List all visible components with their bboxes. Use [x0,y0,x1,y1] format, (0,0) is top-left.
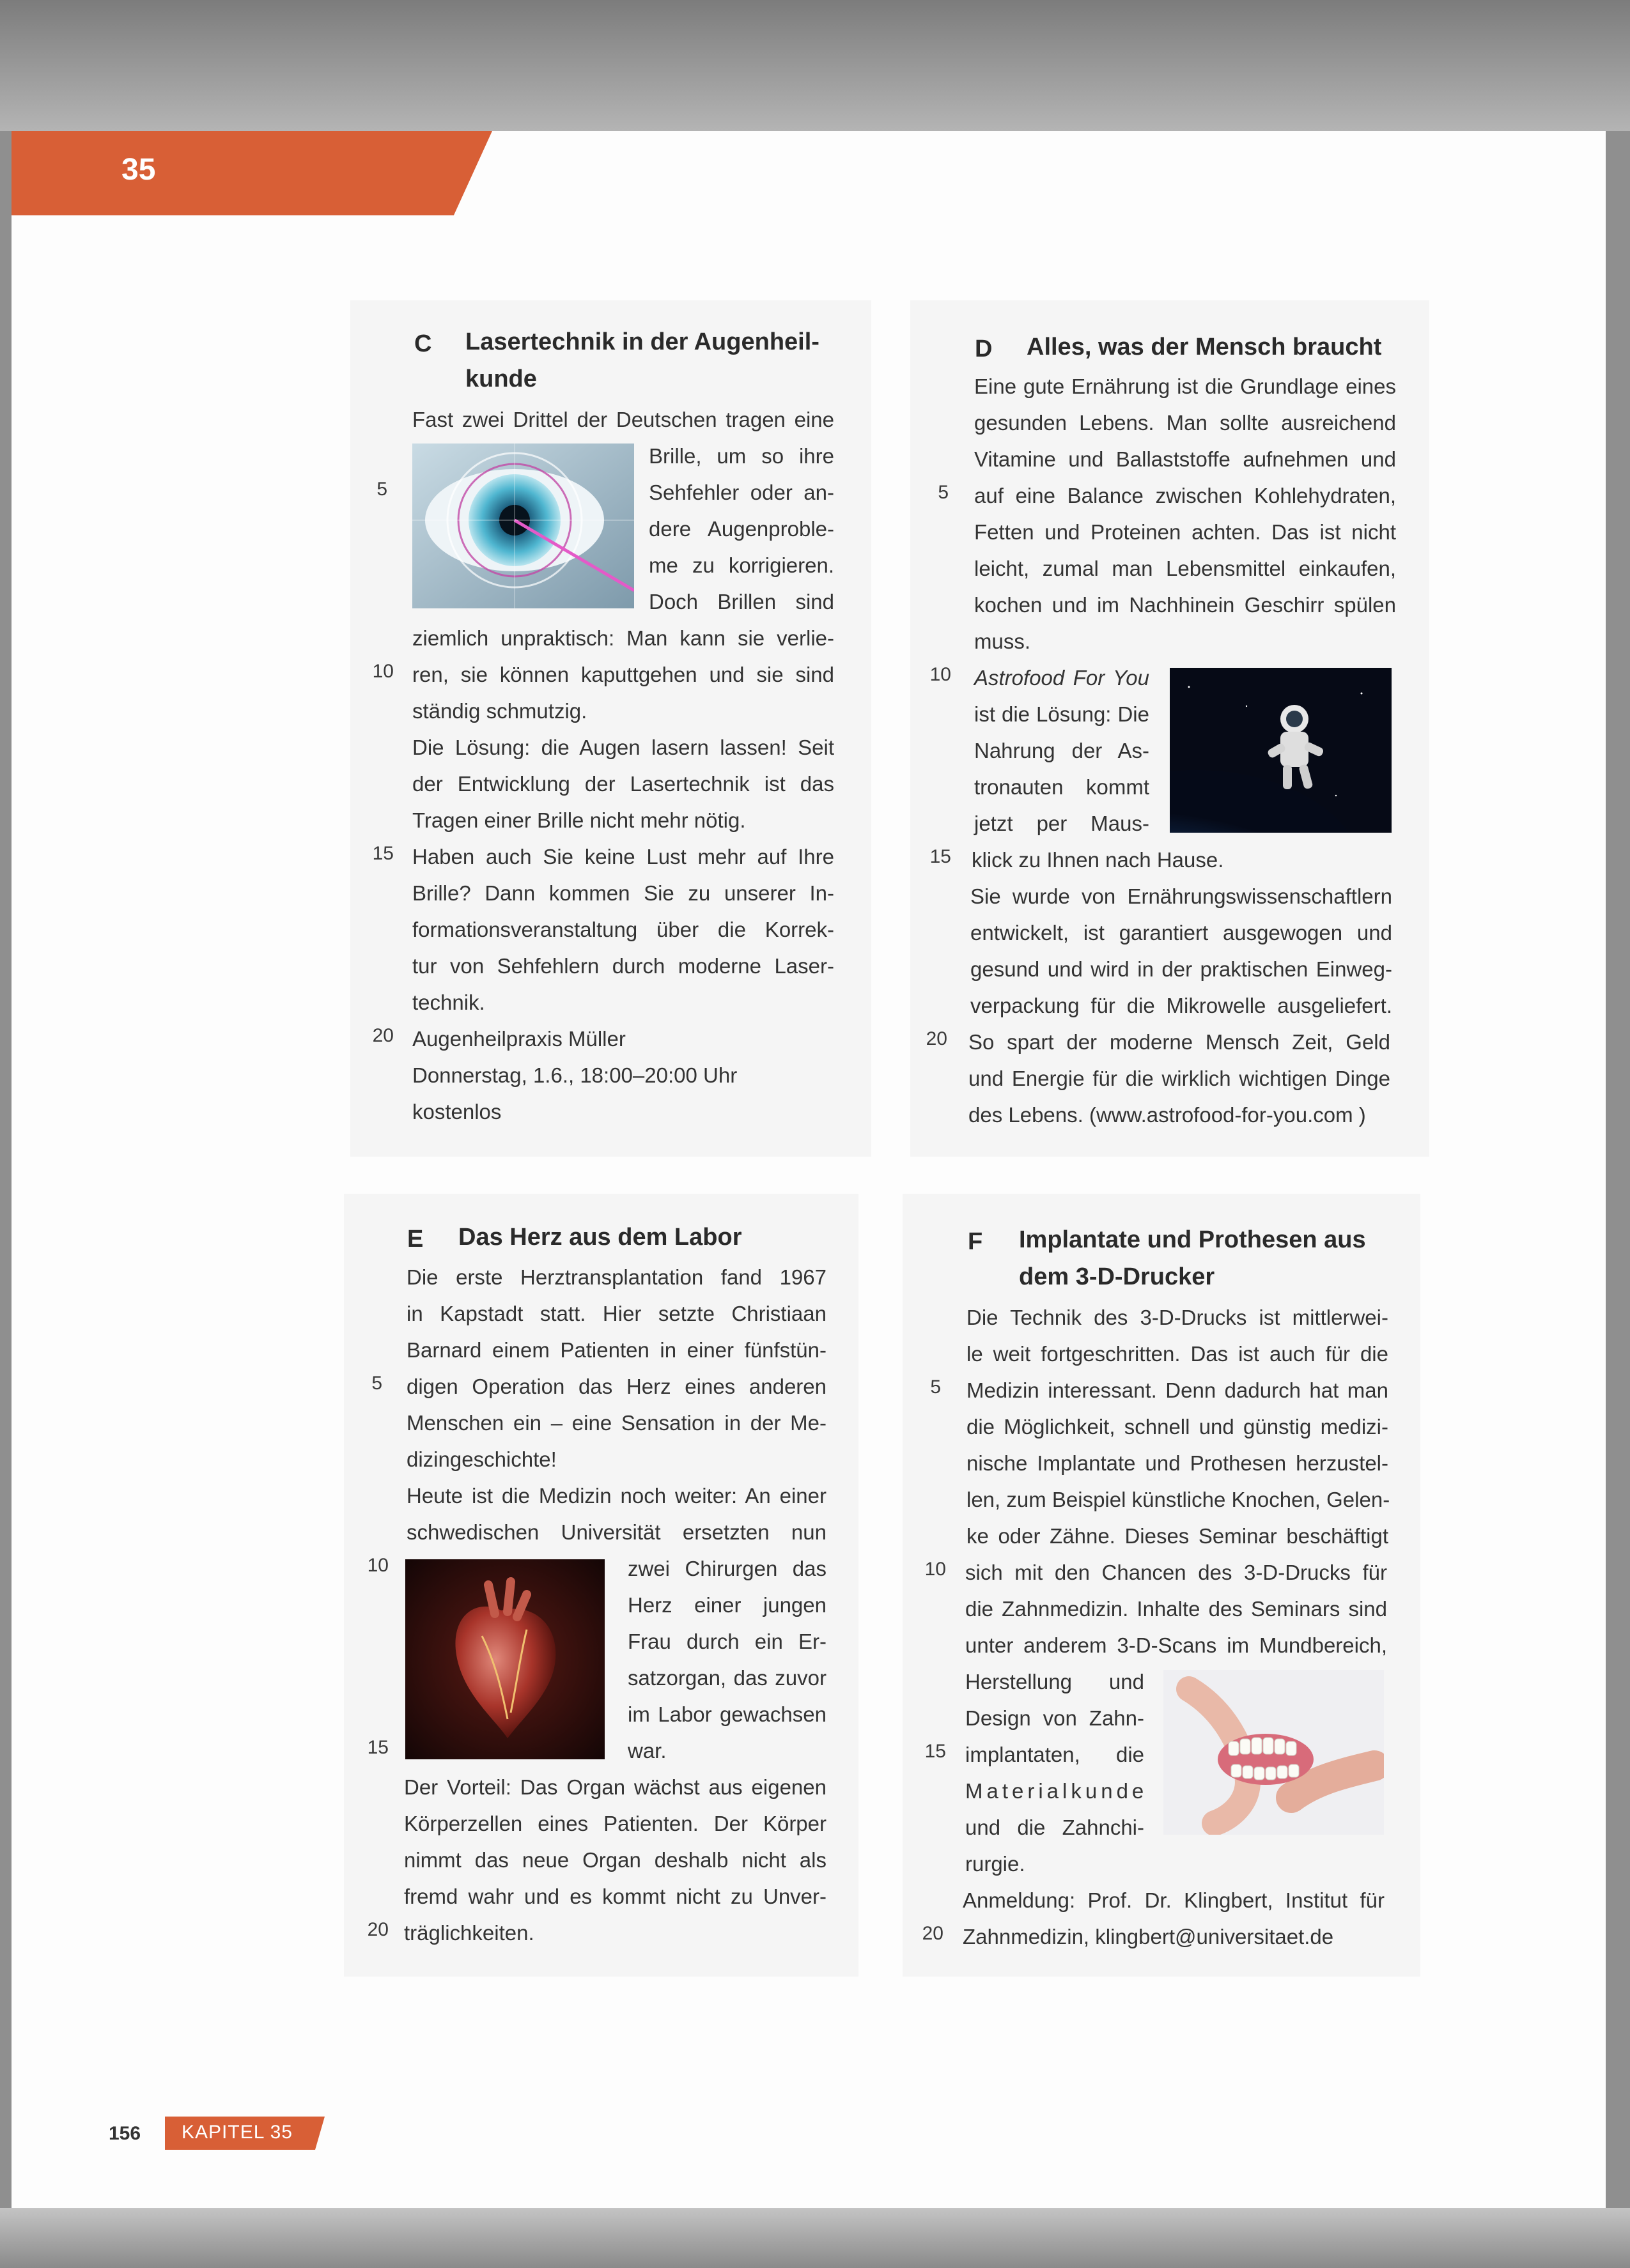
section-c-letter: C [414,330,432,357]
section-f-line: ke oder Zähne. Dieses Seminar beschäftigt [966,1524,1388,1548]
section-c-line: me zu korrigieren. [649,553,834,577]
line-number: 10 [929,664,951,685]
section-d-line: Vitamine und Ballaststoffe aufnehmen und [974,447,1396,471]
section-f-line: rurgie. [965,1852,1025,1876]
section-f-line: Zahnmedizin, klingbert@universitaet.de [963,1925,1334,1948]
section-d-line: gesunden Lebens. Man sollte ausreichend [974,411,1396,435]
section-e-line: Die erste Herztransplantation fand 1967 [407,1265,827,1289]
section-c-line: Tragen einer Brille nicht mehr nötig. [412,808,746,832]
section-e-line: dizingeschichte! [407,1447,557,1471]
section-c-line: Doch Brillen sind [649,590,834,613]
section-c-line: tur von Sehfehlern durch moderne Laser- [412,954,834,978]
section-e-line: Heute ist die Medizin noch weiter: An einer [407,1484,827,1508]
section-d-line: Nahrung der As- [974,739,1149,762]
section-f-line: die Möglichkeit, schnell und günstig medizi- [966,1415,1388,1439]
chapter-number: 35 [121,153,156,187]
line-number: 20 [922,1923,943,1944]
section-c-line: ziemlich unpraktisch: Man kann sie verlie- [412,626,834,650]
section-d-line: und Energie für die wirklich wichtigen Dinge [968,1067,1390,1090]
line-number: 10 [372,661,394,682]
line-number: 20 [372,1025,394,1046]
section-c-line: formationsveranstaltung über die Korrek- [412,918,834,941]
section-f-letter: F [968,1228,983,1255]
line-number: 20 [926,1028,947,1049]
section-d-line: leicht, zumal man Lebensmittel einkaufen, [974,557,1396,580]
section-d-line: So spart der moderne Mensch Zeit, Geld [968,1030,1390,1054]
section-e-line: Körperzellen eines Patienten. Der Körper [404,1812,827,1835]
section-e-line: im Labor gewachsen [628,1702,827,1726]
line-number: 10 [367,1555,389,1576]
section-e-line: Herz einer jungen [628,1593,827,1617]
section-f-line: le weit fortgeschritten. Das ist auch für die [966,1342,1388,1366]
section-f-line: len, zum Beispiel künstliche Knochen, Gelen- [966,1488,1390,1511]
section-d-line: kochen und im Nachhinein Geschirr spülen [974,593,1396,617]
scan-top-shadow [0,0,1630,131]
section-d-line: des Lebens. (www.astrofood-for-you.com ) [968,1103,1366,1127]
section-d-line: Eine gute Ernährung ist die Grundlage eines [974,374,1396,398]
section-c-line: ständig schmutzig. [412,699,587,723]
section-e-line: Der Vorteil: Das Organ wächst aus eigenen [404,1775,827,1799]
heart-image [405,1559,605,1759]
section-c-line: dere Augenproble- [649,517,834,541]
section-c-line: Die Lösung: die Augen lasern lassen! Seit [412,736,834,759]
section-d-line: entwickelt, ist garantiert ausgewogen und [970,921,1392,945]
chapter-banner [12,131,492,215]
section-f-line: Die Technik des 3-D-Drucks ist mittlerwei- [966,1306,1388,1329]
line-number: 20 [367,1919,389,1940]
section-f-line: und die Zahnchi- [965,1816,1144,1839]
section-e-line: Frau durch ein Er- [628,1630,827,1653]
section-f-line: die Zahnmedizin. Inhalte des Seminars sind [965,1597,1387,1621]
section-e-letter: E [407,1226,424,1253]
section-d-line: gesund und wird in der praktischen Einweg- [970,957,1392,981]
section-d-line: muss. [974,629,1031,653]
teeth-prosthesis-image [1163,1670,1384,1835]
section-e-line: Barnard einem Patienten in einer fünfstün- [407,1338,827,1362]
section-d-line: jetzt per Maus- [974,812,1149,835]
section-f-line: implantaten, die [965,1743,1144,1766]
section-e-line: Menschen ein – eine Sensation in der Me- [407,1411,827,1435]
section-f-line: unter anderem 3-D-Scans im Mundbereich, [965,1633,1387,1657]
line-number: 15 [367,1737,389,1758]
section-d-letter: D [975,336,993,362]
section-e-line: war. [628,1739,667,1763]
section-f-line: nische Implantate und Prothesen herzustel- [966,1451,1388,1475]
section-f-line: sich mit den Chancen des 3-D-Drucks für [965,1561,1387,1584]
section-e-line: träglichkeiten. [404,1921,534,1945]
section-c-line: Donnerstag, 1.6., 18:00–20:00 Uhr [412,1063,738,1087]
section-c-line: ren, sie können kaputtgehen und sie sind [412,663,834,686]
section-f-line: Materialkunde [965,1779,1148,1803]
line-number: 5 [938,482,949,503]
section-c-line: Haben auch Sie keine Lust mehr auf Ihre [412,845,834,868]
section-d-line: ist die Lösung: Die [974,702,1149,726]
section-d-line: auf eine Balance zwischen Kohlehydraten, [974,484,1396,507]
scan-bottom-shadow [0,2208,1630,2268]
eye-laser-image [412,444,634,608]
section-e-line: nimmt das neue Organ deshalb nicht als [404,1848,827,1872]
section-e-title: Das Herz aus dem Labor [458,1224,742,1251]
section-d-line: tronauten kommt [974,775,1149,799]
astronaut-image [1170,668,1392,833]
section-c-title-line1: Lasertechnik in der Augenheil- [465,328,819,355]
line-number: 10 [924,1559,946,1580]
section-c-line: der Entwicklung der Lasertechnik ist das [412,772,834,796]
section-c-line: technik. [412,991,485,1014]
section-e-line: fremd wahr und es kommt nicht zu Unver- [404,1885,827,1908]
section-c-line: Sehfehler oder an- [649,481,834,504]
section-c-line: Brille, um so ihre [649,444,834,468]
section-d-line: Fetten und Proteinen achten. Das ist nicht [974,520,1396,544]
section-d-line: klick zu Ihnen nach Hause. [972,848,1224,872]
section-e-line: digen Operation das Herz eines anderen [407,1375,827,1398]
line-number: 15 [929,846,951,867]
chapter-tag-label: KAPITEL 35 [182,2122,293,2143]
line-number: 15 [372,843,394,864]
section-e-line: in Kapstadt statt. Hier setzte Christiaan [407,1302,827,1325]
section-d-line: Astrofood For You [974,666,1149,690]
section-d-line: verpackung für die Mikrowelle ausgeliefert. [970,994,1392,1017]
section-f-line: Herstellung und [965,1670,1144,1693]
section-f-title-line2: dem 3-D-Drucker [1019,1263,1215,1290]
section-c-line: Augenheilpraxis Müller [412,1027,626,1051]
section-c-line: kostenlos [412,1100,502,1123]
section-e-line: satzorgan, das zuvor [628,1666,827,1690]
section-d-title: Alles, was der Mensch braucht [1027,334,1382,360]
line-number: 5 [376,479,387,500]
section-f-line: Anmeldung: Prof. Dr. Klingbert, Institut für [963,1888,1385,1912]
line-number: 15 [924,1741,946,1762]
section-f-line: Medizin interessant. Denn dadurch hat man [966,1378,1388,1402]
section-c-line: Fast zwei Drittel der Deutschen tragen eine [412,408,834,431]
page-number: 156 [109,2123,141,2144]
section-d-line: Sie wurde von Ernährungswissenschaftlern [970,884,1392,908]
section-c-title-line2: kunde [465,366,537,392]
section-e-line: zwei Chirurgen das [628,1557,827,1580]
section-f-title-line1: Implantate und Prothesen aus [1019,1226,1366,1253]
section-c-line: Brille? Dann kommen Sie zu unserer In- [412,881,834,905]
section-e-line: schwedischen Universität ersetzten nun [407,1520,827,1544]
line-number: 5 [371,1373,382,1394]
line-number: 5 [930,1377,941,1398]
section-f-line: Design von Zahn- [965,1706,1144,1730]
